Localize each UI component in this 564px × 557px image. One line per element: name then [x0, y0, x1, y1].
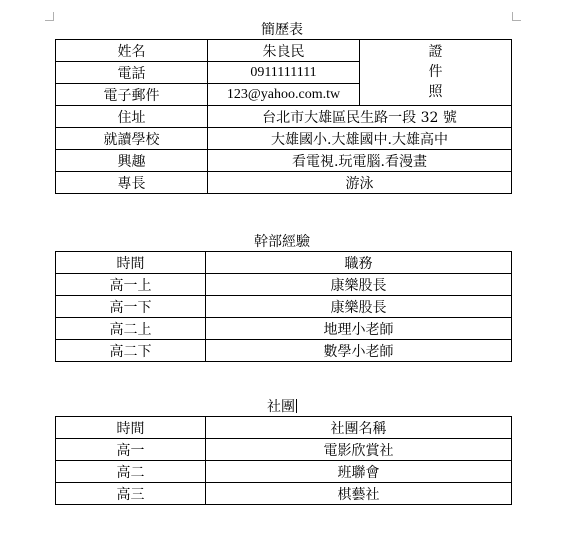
- resume-title: 簡歷表: [261, 22, 303, 38]
- table-cell: 高二: [56, 461, 206, 483]
- table-row: [56, 318, 512, 340]
- column-header: 社團名稱: [206, 417, 512, 439]
- column-header: 時間: [56, 252, 206, 274]
- text-cursor: [296, 399, 297, 413]
- table-row: [56, 483, 512, 505]
- table-cell: 棋藝社: [206, 483, 512, 505]
- table-row: [56, 340, 512, 362]
- table-row: [56, 172, 512, 194]
- column-header: 職務: [206, 252, 512, 274]
- club-title: 社團: [267, 399, 295, 415]
- table-row: [56, 461, 512, 483]
- name-value: 朱良民: [208, 40, 360, 62]
- table-cell: 高二下: [56, 340, 206, 362]
- table-row: [56, 128, 512, 150]
- table-cell: 班聯會: [206, 461, 512, 483]
- table-cell: 高三: [56, 483, 206, 505]
- column-header: 時間: [56, 417, 206, 439]
- table-header-row: [56, 252, 512, 274]
- table-row: [56, 296, 512, 318]
- table-cell: 康樂股長: [206, 296, 512, 318]
- school-value: 大雄國小.大雄國中.大雄高中: [208, 128, 512, 150]
- table-header-row: [56, 417, 512, 439]
- photo-char: 照: [428, 84, 443, 100]
- photo-char: 證: [428, 44, 443, 60]
- table-row: [56, 40, 512, 62]
- table-row: [56, 106, 512, 128]
- table-cell: 高二上: [56, 318, 206, 340]
- table-cell: 高一下: [56, 296, 206, 318]
- table-row: [56, 150, 512, 172]
- resume-table: [55, 39, 512, 194]
- phone-value: 0911111111: [208, 62, 360, 84]
- club-table: [55, 416, 512, 505]
- cadre-table: [55, 251, 512, 362]
- table-row: [56, 439, 512, 461]
- cadre-title: 幹部經驗: [254, 234, 310, 250]
- table-cell: 高一: [56, 439, 206, 461]
- table-cell: 地理小老師: [206, 318, 512, 340]
- address-value: 台北市大雄區民生路一段 32 號: [208, 106, 512, 128]
- hobby-value: 看電視.玩電腦.看漫畫: [208, 150, 512, 172]
- email-value: 123@yahoo.com.tw: [208, 84, 360, 106]
- phone-label: 電話: [56, 62, 208, 84]
- school-label: 就讀學校: [56, 128, 208, 150]
- table-row: [56, 274, 512, 296]
- address-label: 住址: [56, 106, 208, 128]
- table-cell: 電影欣賞社: [206, 439, 512, 461]
- skill-value: 游泳: [208, 172, 512, 194]
- photo-char: 件: [428, 64, 443, 80]
- email-label: 電子郵件: [56, 84, 208, 106]
- table-cell: 數學小老師: [206, 340, 512, 362]
- table-cell: 康樂股長: [206, 274, 512, 296]
- club-title-line[interactable]: [0, 398, 564, 416]
- hobby-label: 興趣: [56, 150, 208, 172]
- skill-label: 專長: [56, 172, 208, 194]
- table-cell: 高一上: [56, 274, 206, 296]
- name-label: 姓名: [56, 40, 208, 62]
- page-corner-mark-left: [45, 12, 54, 21]
- page-corner-mark-right: [512, 12, 521, 21]
- photo-placeholder: [360, 40, 512, 106]
